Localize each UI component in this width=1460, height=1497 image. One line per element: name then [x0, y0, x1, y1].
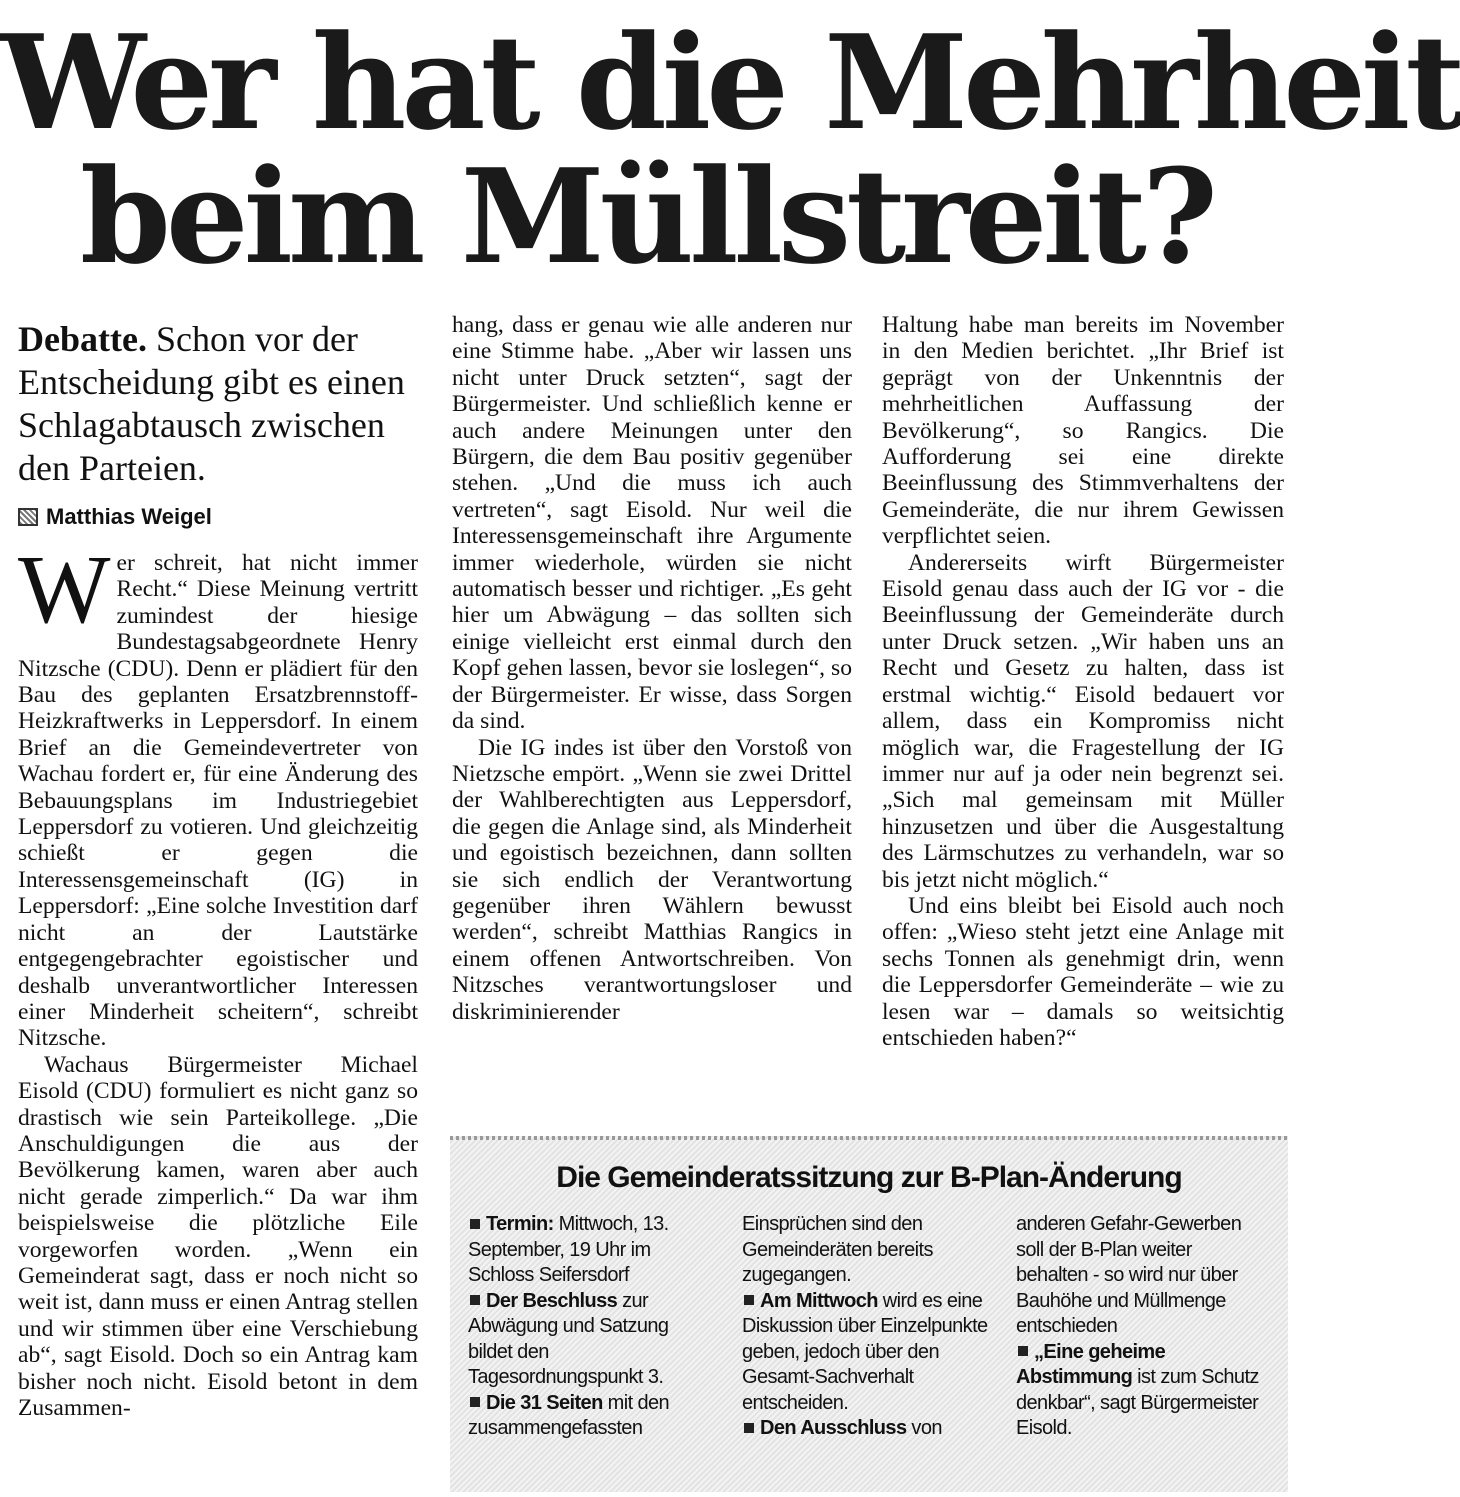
info-item [468, 1289, 716, 1391]
info-item-text: mit den zusammengefassten [468, 1391, 670, 1439]
info-box-title: Die Gemeinderatssitzung zur B-Plan-Änderung [556, 1161, 1182, 1194]
info-item-text: Einsprüchen sind den Gemeinderäten bereits zugegangen. [742, 1213, 933, 1286]
info-item [742, 1416, 990, 1442]
article-column-3 [882, 312, 1284, 1051]
info-item-lead: Termin: [486, 1213, 554, 1235]
info-item-lead: Die 31 Seiten [486, 1391, 603, 1414]
bullet-square-icon [744, 1295, 754, 1305]
bullet-square-icon [470, 1295, 480, 1305]
info-item [468, 1212, 716, 1289]
bullet-square-icon [744, 1423, 754, 1433]
paragraph: Wachaus Bürgermeister Michael Eisold (CDU) formuliert es nicht ganz so drastisch wie sein Parteikollege. „Die Anschuldigungen die aus der Bevölkerung kamen, waren aber auch nicht gerade zimperlich.“ Da war ihm beispielsweise die plötzliche Eile vorgeworfen worden. „Wenn ein Gemeinderat sagt, dass er noch nicht so weit ist, dann muss er einen Antrag stellen und wir stimmen über eine Verschiebung ab“, sagt Eisold. Doch so ein Antrag kam bisher noch nicht. Eisold betont in dem Zusammen- [18, 1051, 418, 1421]
paragraph-text: er schreit, hat nicht immer Recht.“ Diese Meinung vertritt zumindest der hiesige Bundestagsabgeordnete Henry Nitzsche (CDU). Denn er plädiert für den Bau des geplanten Ersatzbrennstoff-Heizkraftwerks in Leppersdorf. In einem Brief an die Gemeindevertreter von Wachau fordert er, für eine Änderung des Bebauungsplans im Industriegebiet Leppersdorf zu votieren. Und gleichzeitig schießt er gegen die Interessensgemeinschaft (IG) in Leppersdorf: „Eine solche Investition darf nicht an der Lautstärke entgegengebrachter egoistischer und deshalb unverantwortlicher Interessen einer Minderheit scheitern“, schreibt Nitzsche. [18, 550, 418, 1052]
article-column-2 [452, 312, 852, 1025]
info-item [468, 1391, 716, 1442]
byline [18, 504, 418, 530]
bullet-square-icon [470, 1219, 480, 1229]
paragraph: Haltung habe man bereits im November in den Medien berichtet. „Ihr Brief ist geprägt von der Unkenntnis der mehrheitlichen Auffassung der Bevölkerung“, so Rangics. Die Aufforderung sei eine direkte Beeinflussung des Stimmverhaltens der Gemeinderäte, die nur ihrem Gewissen verpflichtet seien. [882, 312, 1284, 550]
info-box-column-1 [468, 1212, 716, 1442]
intro-kicker: Debatte. [18, 319, 147, 359]
paragraph [18, 536, 418, 1052]
dropcap: W [18, 536, 111, 644]
paragraph: Und eins bleibt bei Eisold auch noch offen: „Wieso steht jetzt eine Anlage mit sechs Tonnen als genehmigt drin, wenn die Leppersdorfer Gemeinderäte – wie zu lesen war – damals so weitsichtig entschieden haben?“ [882, 892, 1284, 1051]
info-item [742, 1289, 990, 1417]
article-column-1 [18, 312, 418, 1421]
info-item-text: wird es eine Diskussion über Einzelpunkte geben, jedoch über den Gesamt-Sachverhalt entscheiden. [742, 1289, 988, 1414]
info-box-column-2 [742, 1212, 990, 1442]
paragraph: Die IG indes ist über den Vorstoß von Nietzsche empört. „Wenn sie zwei Drittel der Wahlberechtigten aus Leppersdorf, die gegen die Anlage sind, als Minderheit und egoistisch bezeichnen, dann sollten sie sich endlich der Verantwortung gegenüber ihren Wählern bewusst werden“, schreibt Matthias Rangics in einem offenen Antwortschreiben. Von Nitzsches verantwortungsloser und diskriminierender [452, 734, 852, 1025]
paragraph: Andererseits wirft Bürgermeister Eisold genau dass auch der IG vor - die Beeinflussung der Gemeinderäte durch unter Druck setzen. „Wir haben uns an Recht und Gesetz zu halten, dass ist erstmal wichtig.“ Eisold bedauert vor allem, dass ein Kompromiss nicht möglich war, die Fragestellung der IG immer nur auf ja oder nein begrenzt sei. „Sich mal gemeinsam mit Müller hinzusetzen und über die Ausgestaltung des Lärmschutzes zu verhandeln, war so bis jetzt nicht möglich.“ [882, 549, 1284, 893]
info-item-text: Mittwoch, 13. September, 19 Uhr im Schloss Seifersdorf [468, 1213, 669, 1286]
bullet-square-icon [470, 1397, 480, 1407]
info-item-text: von [906, 1417, 942, 1439]
info-item-lead: Den Ausschluss [760, 1417, 907, 1439]
info-box [450, 1136, 1288, 1492]
bullet-square-icon [1018, 1346, 1028, 1356]
intro-text: Schon vor der Entscheidung gibt es einen Schlagabtausch zwischen den Parteien. [18, 319, 405, 488]
info-item-text: zur Abwägung und Satzung bildet den Tagesordnungspunkt 3. [468, 1289, 669, 1388]
intro-teaser [18, 318, 418, 490]
paragraph: hang, dass er genau wie alle anderen nur eine Stimme habe. „Aber wir lassen uns nicht unter Druck setzten“, sagt der Bürgermeister. Und schließlich kenne er auch andere Meinungen unter den Bürgern, die dem Bau positiv gegenüber stehen. „Und die muss ich auch vertreten“, sagt Eisold. Nur weil die Interessensgemeinschaft ihre Argumente immer wiederhole, würden sie nicht automatisch besser und richtiger. „Es geht hier um Abwägung – das sollten sich einige vielleicht erst einmal durch den Kopf gehen lassen, bevor sie loslegen“, so der Bürgermeister. Er wisse, dass Sorgen da sind. [452, 312, 852, 735]
byline-square-icon [18, 508, 38, 526]
info-item-text: ist zum Schutz denkbar“, sagt Bürgermeister Eisold. [1016, 1366, 1259, 1439]
headline-line-2: beim Müllstreit? [79, 140, 1214, 293]
info-item-lead: „Eine geheime Abstimmung [1016, 1340, 1166, 1388]
info-item-text: anderen Gefahr-Gewerben soll der B-Plan weiter behalten - so wird nur über Bauhöhe und Müllmenge entschieden [1016, 1213, 1242, 1337]
info-item [1016, 1340, 1264, 1442]
author-name: Matthias Weigel [46, 504, 212, 529]
divider [450, 1136, 1288, 1140]
info-item-lead: Am Mittwoch [760, 1289, 878, 1312]
headline-line-1: Wer hat die Mehrheit [0, 6, 1460, 159]
info-box-column-3 [1016, 1212, 1264, 1442]
info-item-lead: Der Beschluss [486, 1289, 618, 1312]
